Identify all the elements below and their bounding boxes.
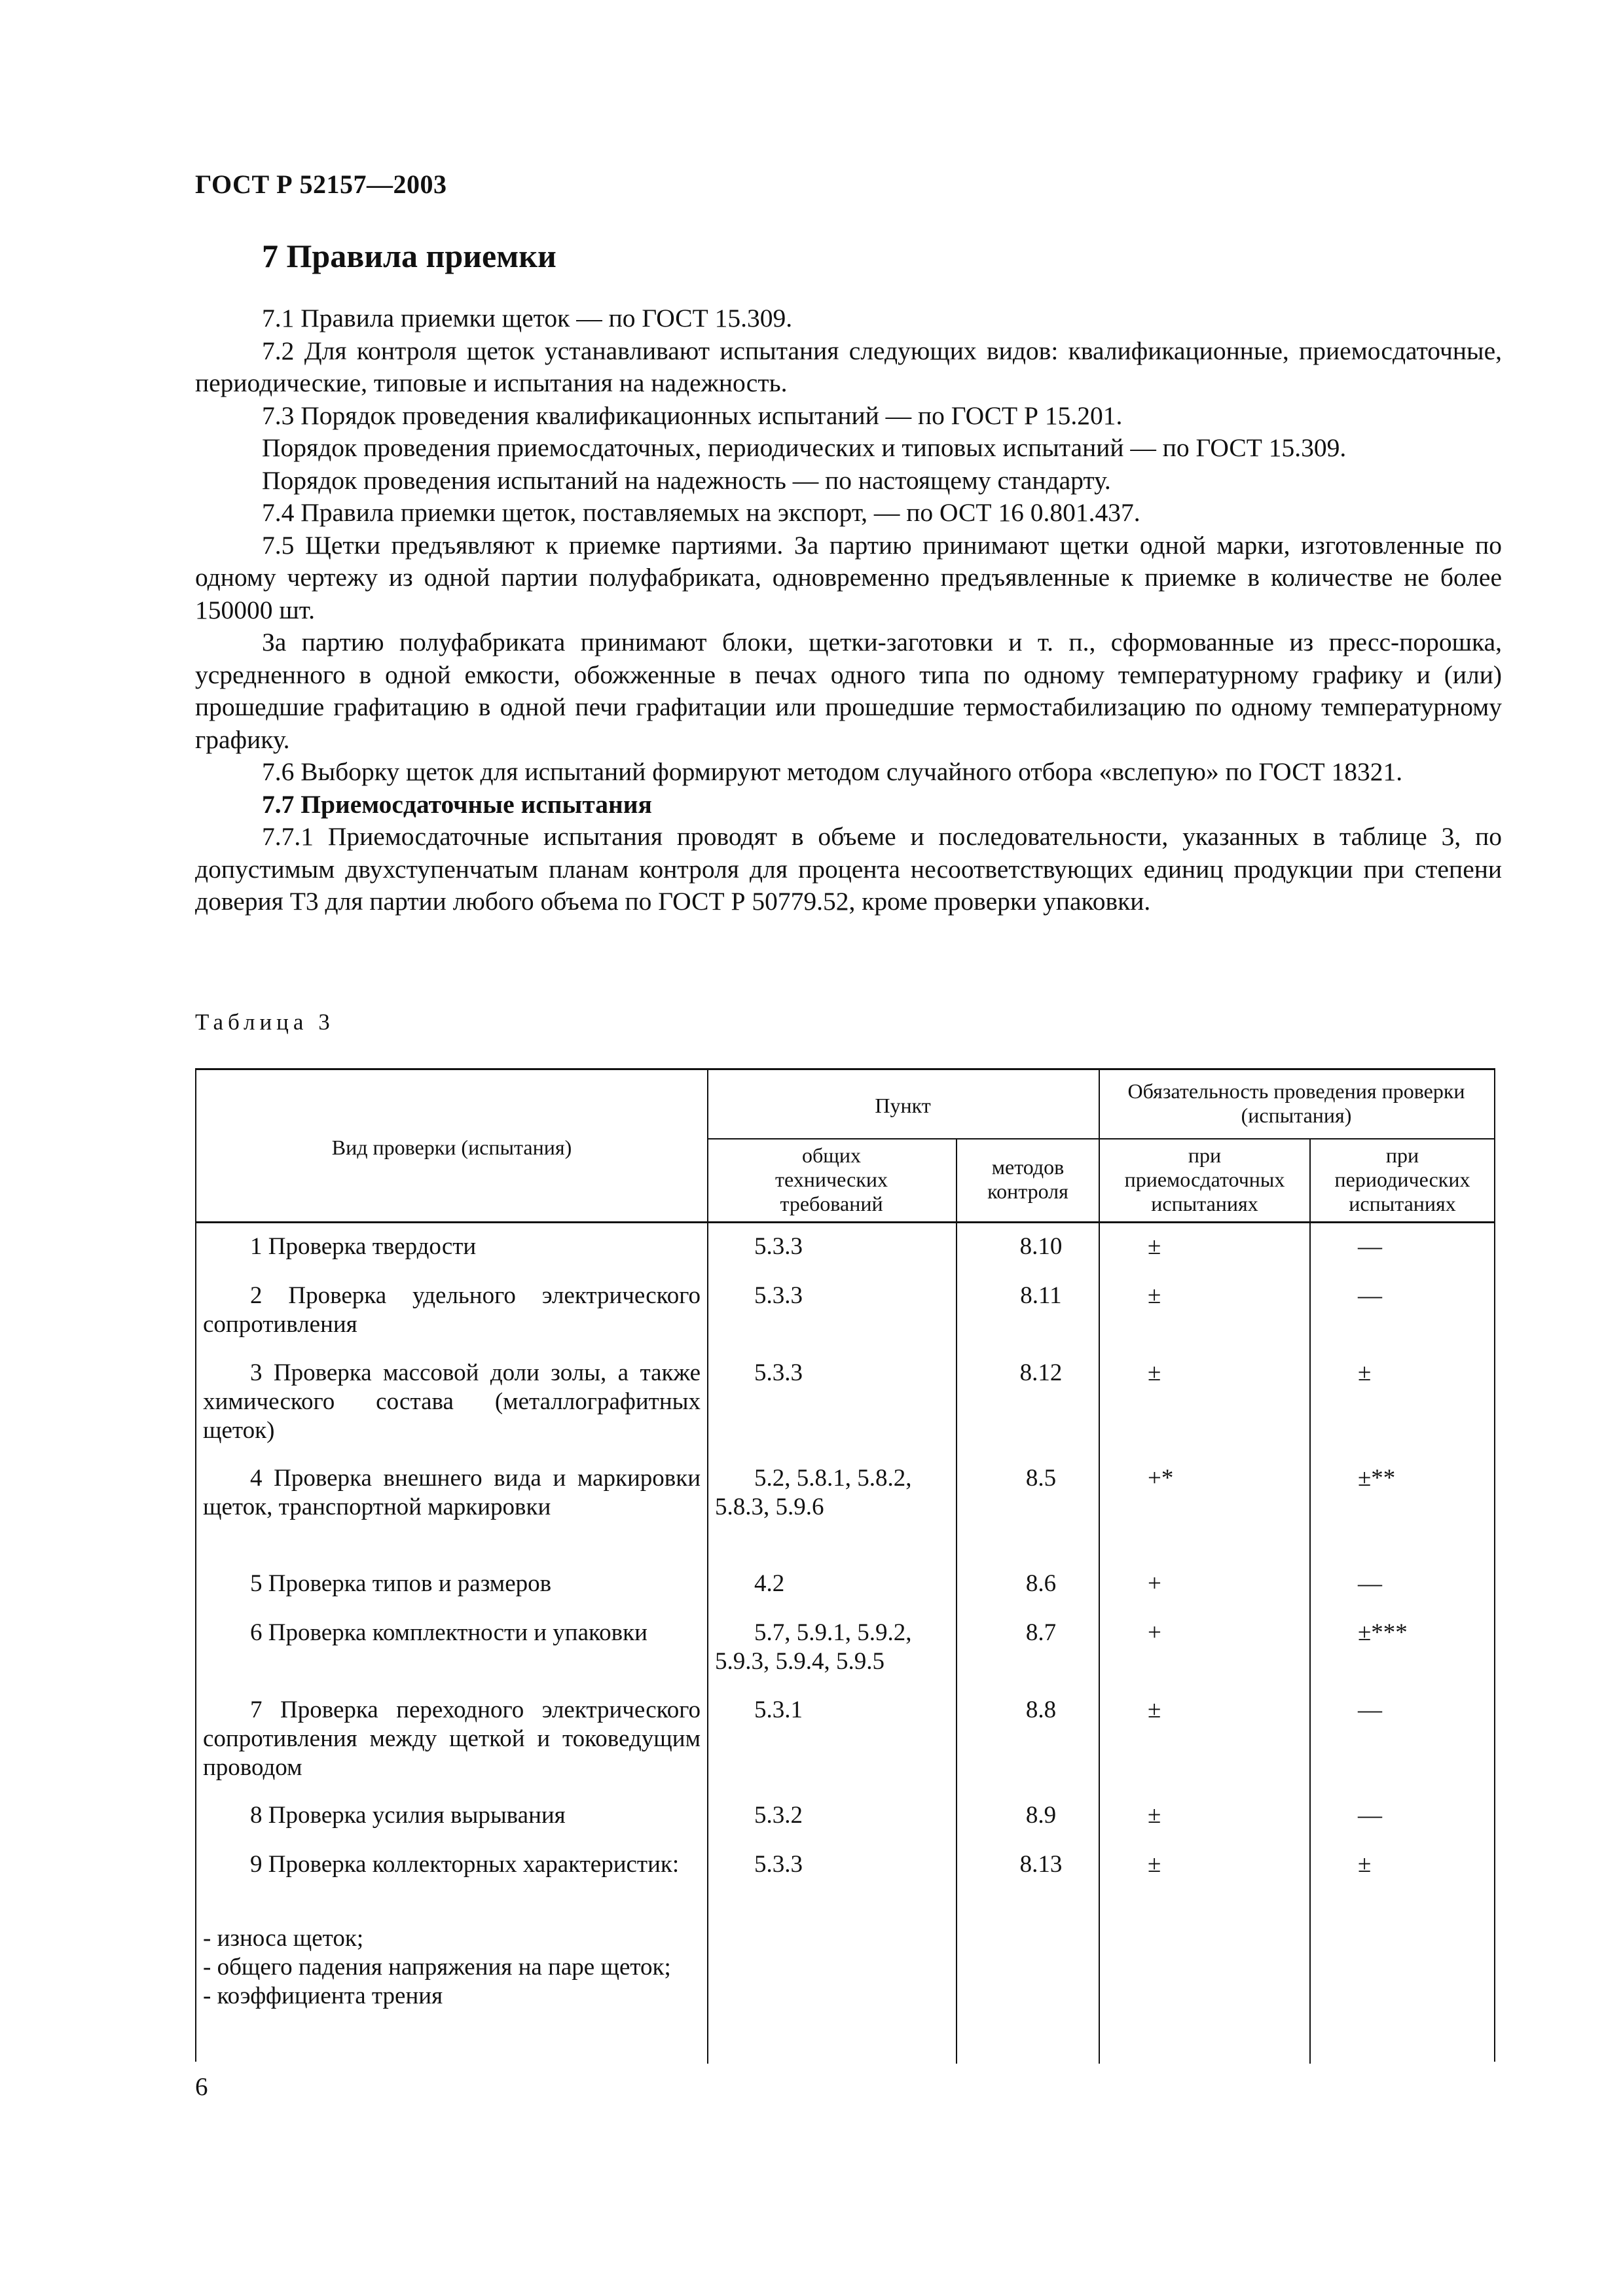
row-acceptance: ± [1148,1851,1161,1878]
subitem: - коэффициента трения [203,1982,443,2009]
subsection-title: 7.7 Приемосдаточные испытания [262,789,652,819]
row-acceptance: + [1148,1570,1161,1597]
row-methods: 8.11 [1020,1282,1062,1309]
row-methods: 8.12 [1019,1359,1063,1386]
row-acceptance: ± [1148,1233,1161,1260]
row-periodic: — [1358,1570,1382,1597]
header-mandatory-acceptance: при приемосдаточных испытаниях [1124,1143,1285,1215]
row-name: 4 Проверка внешнего вида и маркировки щеток, транспортной маркировки [203,1465,701,1520]
row-periodic: ±*** [1358,1619,1408,1646]
header-clause-methods: методов контроля [987,1155,1068,1203]
row-general: 5.7, 5.9.1, 5.9.2, 5.9.3, 5.9.4, 5.9.5 [715,1619,912,1675]
paragraph: За партию полуфабриката принимают блоки, щетки-заготовки и т. п., сформованные из пресс-порошка, усредненного в одной емкости, обожженные в печах одного типа по одному температурному графику и (или) прошедшие графитацию в одной печи графитации или прошедшие термостабилизацию по одному температурному графику. [195,628,1502,754]
subitem: - общего падения напряжения на паре щеток; [203,1954,671,1981]
subitem-list [203,1924,701,2011]
row-name: 1 Проверка твердости [250,1233,477,1260]
row-name: 9 Проверка коллекторных характеристик: [250,1851,680,1878]
row-general: 4.2 [754,1570,785,1597]
row-methods: 8.9 [1025,1802,1057,1829]
row-acceptance: ± [1148,1696,1161,1723]
row-general: 5.3.2 [754,1802,803,1829]
paragraph: 7.4 Правила приемки щеток, поставляемых на экспорт, — по ОСТ 16 0.801.437. [262,498,1140,527]
row-acceptance: ± [1148,1359,1161,1386]
header-check-type: Вид проверки (испытания) [331,1136,572,1159]
row-general: 5.2, 5.8.1, 5.8.2, 5.8.3, 5.9.6 [715,1465,912,1520]
paragraph: 7.2 Для контроля щеток устанавливают испытания следующих видов: квалификационные, приемосдаточные, периодические, типовые и испытания на надежность. [195,336,1502,397]
row-general: 5.3.3 [754,1282,803,1309]
section-title: 7 Правила приемки [262,238,556,274]
row-name: 7 Проверка переходного электрического сопротивления между щеткой и токоведущим проводом [203,1696,701,1781]
row-methods: 8.13 [1019,1851,1063,1878]
row-periodic: — [1358,1696,1382,1723]
page-number: 6 [195,2073,208,2101]
row-general: 5.3.3 [754,1851,803,1878]
row-name: 8 Проверка усилия вырывания [250,1802,566,1829]
paragraph: 7.1 Правила приемки щеток — по ГОСТ 15.309. [262,304,793,332]
requirements-table [195,1068,1495,2062]
row-periodic: ±** [1358,1465,1396,1492]
paragraph: Порядок проведения испытаний на надежность — по настоящему стандарту. [262,465,1111,495]
header-mandatory-periodic: при периодических испытаниях [1334,1143,1470,1215]
row-methods: 8.8 [1025,1696,1057,1723]
row-acceptance: + [1148,1619,1161,1646]
row-periodic: — [1358,1802,1382,1829]
row-name: 3 Проверка массовой доли золы, а также химического состава (металлографитных щеток) [203,1359,701,1444]
row-periodic: ± [1358,1851,1372,1878]
row-general: 5.3.1 [754,1696,803,1723]
row-name: 6 Проверка комплектности и упаковки [250,1619,647,1646]
row-methods: 8.10 [1019,1233,1063,1260]
row-periodic: ± [1358,1359,1372,1386]
paragraph: 7.7.1 Приемосдаточные испытания проводят в объеме и последовательности, указанных в таблице 3, по допустимым двухступенчатым планам контроля для процента несоответствующих единиц продукции при степени доверия Т3 для партии любого объема по ГОСТ Р 50779.52, кроме проверки упаковки. [195,822,1502,916]
paragraph: Порядок проведения приемосдаточных, периодических и типовых испытаний — по ГОСТ 15.309. [262,433,1347,462]
paragraph: 7.5 Щетки предъявляют к приемке партиями. За партию принимают щетки одной марки, изготовленные по одному чертежу из одной партии полуфабриката, одновременно предъявленные к приемке в количестве не более 150000 шт. [195,530,1502,624]
body-text [195,302,1502,918]
row-methods: 8.5 [1025,1465,1057,1492]
row-periodic: — [1358,1282,1382,1309]
table-caption: Таблица 3 [195,1009,335,1035]
row-general: 5.3.3 [754,1359,803,1386]
subitem: - износа щеток; [203,1925,364,1952]
row-methods: 8.6 [1025,1570,1057,1597]
row-name: 2 Проверка удельного электрического сопротивления [203,1282,701,1338]
document-code: ГОСТ Р 52157—2003 [195,170,447,199]
row-methods: 8.7 [1025,1619,1057,1646]
row-name: 5 Проверка типов и размеров [250,1570,552,1597]
row-acceptance: +* [1148,1465,1174,1492]
header-mandatory: Обязательность проведения проверки (испытания) [1127,1079,1465,1127]
paragraph: 7.6 Выборку щеток для испытаний формируют методом случайного отбора «вслепую» по ГОСТ 18321. [262,757,1403,786]
row-acceptance: ± [1148,1802,1161,1829]
header-clause: Пункт [875,1094,931,1117]
row-periodic: — [1358,1233,1382,1260]
row-acceptance: ± [1148,1282,1161,1309]
row-general: 5.3.3 [754,1233,803,1260]
paragraph: 7.3 Порядок проведения квалификационных испытаний — по ГОСТ Р 15.201. [262,401,1123,430]
header-clause-general: общих технических требований [775,1143,888,1215]
